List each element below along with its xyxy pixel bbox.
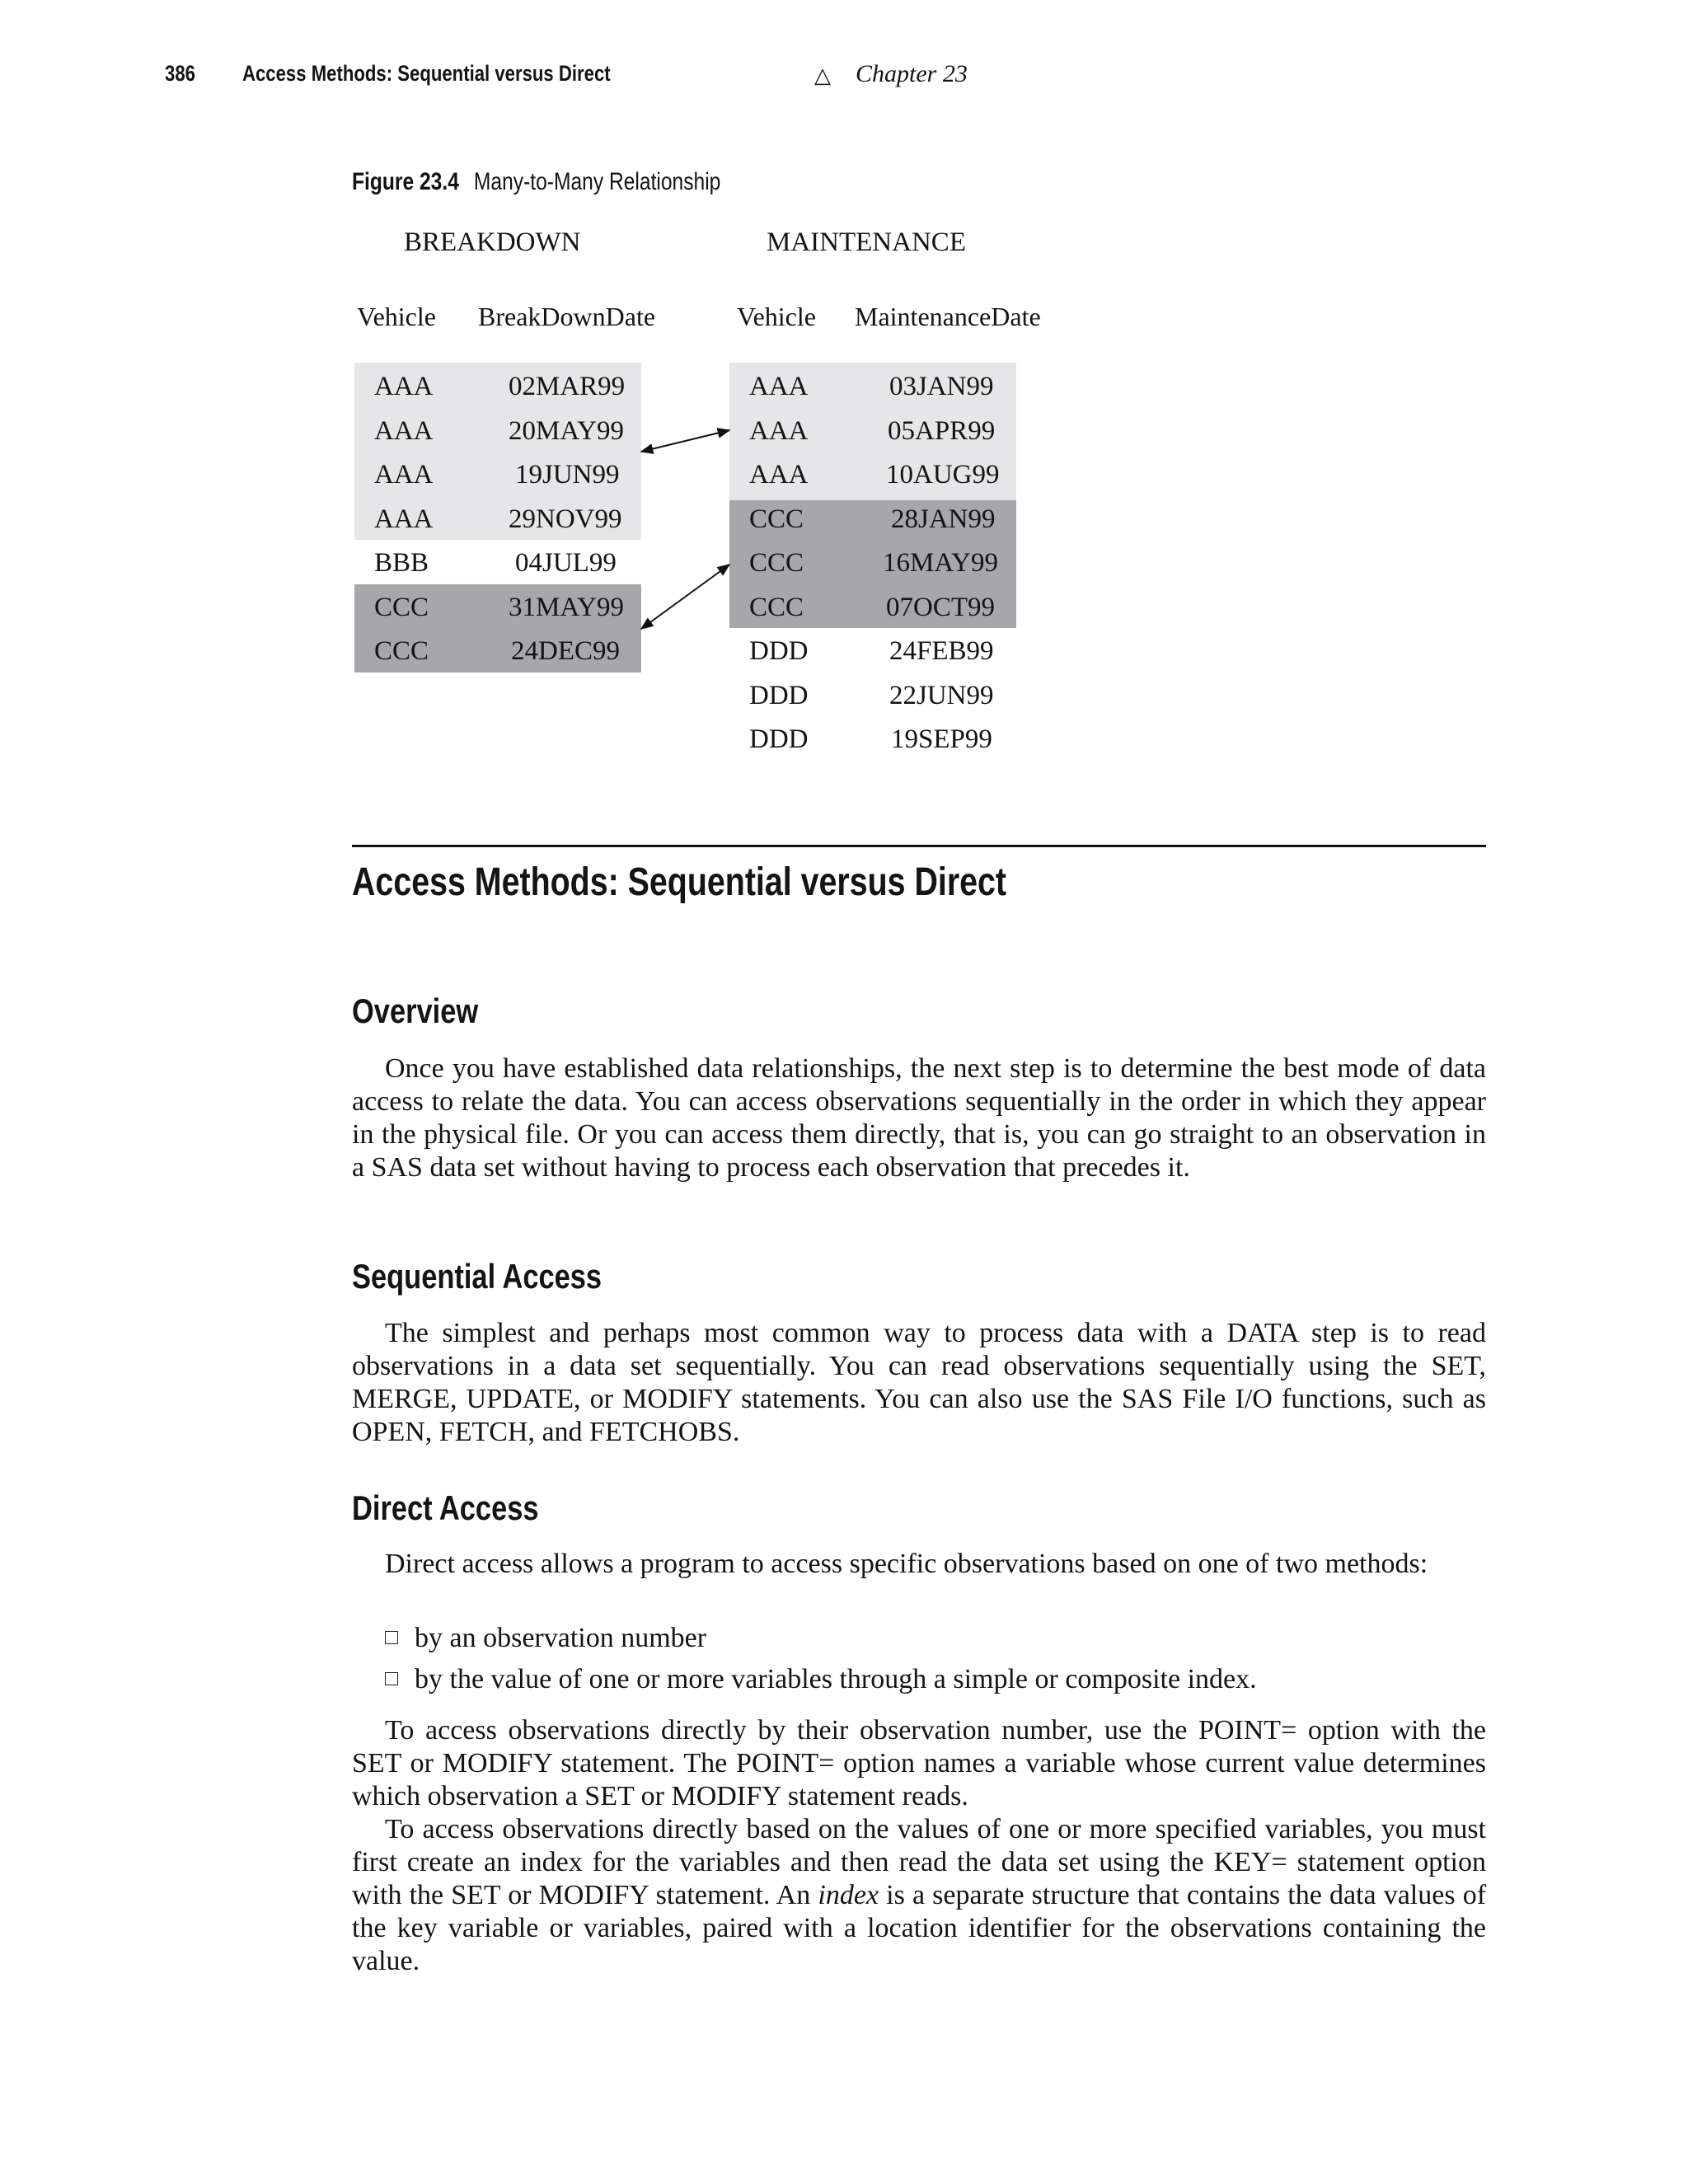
maintenance-vehicle-cell: AAA: [749, 416, 809, 446]
triangle-separator-icon: △: [814, 63, 831, 87]
sequential-access-paragraph: The simplest and perhaps most common way to process data with a DATA step is to read observations in a data set sequentially. You can read observations sequentially using the SET, MERGE, UPDATE, or MODIFY statements. You can also use the SAS File I/O functions, such as OPEN, FETCH, and FETCHOBS.: [352, 1318, 1486, 1447]
checkbox-bullet-icon: [385, 1672, 398, 1685]
section-rule: [352, 845, 1486, 847]
breakdown-vehicle-cell: AAA: [374, 372, 434, 401]
bullet-text: by the value of one or more variables through a simple or composite index.: [415, 1664, 1257, 1694]
breakdown-vehicle-cell: AAA: [374, 416, 434, 446]
breakdown-vehicle-cell: AAA: [374, 504, 434, 534]
overview-paragraph: Once you have established data relationships, the next step is to determine the best mode of data access to relate the data. You can access observations sequentially in the order in which they appear in the physical file. Or you can access them directly, that is, you can go straight to an observation in a SAS data set without having to process each observation that precedes it.: [352, 1053, 1486, 1183]
ccc-relationship-arrow: [641, 565, 729, 629]
maintenance-date-cell: 19SEP99: [891, 724, 992, 754]
breakdown-vehicle-cell: CCC: [374, 593, 429, 622]
breakdown-vehicle-cell: CCC: [374, 636, 429, 666]
maintenance-table-title: MAINTENANCE: [767, 227, 966, 257]
breakdown-date-cell: 20MAY99: [509, 416, 624, 446]
key-option-text-start: To access observations directly based on the values of one or more specified variables, you must first create an index for the variables and then read the data set using the KEY= statement option with the SET or MODIFY statement. An: [352, 1814, 1486, 1910]
sequential-access-heading: [352, 1257, 657, 1296]
overview-heading: [352, 991, 506, 1031]
key-option-text-end: is a separate structure that contains the data values of the key variable or variables, paired with a location identifier for the observations containing the value.: [352, 1880, 1487, 1976]
breakdown-date-cell: 02MAR99: [509, 372, 626, 401]
breakdown-date-cell: 19JUN99: [515, 460, 620, 490]
point-option-paragraph: To access observations directly by their observation number, use the POINT= option with the SET or MODIFY statement. The POINT= option names a variable whose current value determines which observation a SET or MODIFY statement reads.: [352, 1715, 1486, 1811]
maintenance-date-cell: 07OCT99: [886, 593, 995, 622]
maintenance-vehicle-cell: CCC: [749, 593, 804, 622]
maintenance-vehicle-cell: AAA: [749, 372, 809, 401]
breakdown-date-cell: 31MAY99: [509, 593, 624, 622]
running-header-chapter: Chapter 23: [856, 60, 968, 87]
direct-access-intro: Direct access allows a program to access specific observations based on one of two methods:: [385, 1549, 1428, 1579]
maintenance-date-cell: 28JAN99: [891, 504, 996, 534]
figure-number: Figure 23.4: [352, 168, 459, 195]
breakdown-table-title: BREAKDOWN: [404, 227, 581, 257]
maintenance-date-cell: 10AUG99: [886, 460, 1000, 490]
maintenance-vehicle-cell: CCC: [749, 548, 804, 578]
relationship-arrows: [0, 0, 1688, 824]
direct-access-heading: [352, 1488, 579, 1528]
maintenance-col-date: MaintenanceDate: [855, 302, 1041, 331]
checkbox-bullet-icon: [385, 1631, 398, 1644]
maintenance-vehicle-cell: CCC: [749, 504, 804, 534]
overview-heading-text: Overview: [352, 991, 479, 1030]
maintenance-col-vehicle: Vehicle: [737, 302, 816, 331]
breakdown-date-cell: 29NOV99: [509, 504, 622, 534]
direct-access-heading-text: Direct Access: [352, 1488, 539, 1527]
key-option-paragraph: [352, 1813, 1486, 1978]
maintenance-date-cell: 16MAY99: [883, 548, 998, 578]
bullet-item: [385, 1663, 1257, 1696]
section-heading-text: Access Methods: Sequential versus Direct: [352, 860, 1007, 904]
maintenance-vehicle-cell: DDD: [749, 681, 809, 710]
breakdown-date-cell: 24DEC99: [511, 636, 620, 666]
running-header-title: Access Methods: Sequential versus Direct: [242, 61, 611, 86]
maintenance-date-cell: 05APR99: [888, 416, 996, 446]
maintenance-date-cell: 03JAN99: [889, 372, 994, 401]
maintenance-vehicle-cell: DDD: [749, 636, 809, 666]
section-heading: [352, 860, 1150, 905]
maintenance-date-cell: 24FEB99: [889, 636, 994, 666]
aaa-relationship-arrow: [641, 430, 729, 452]
maintenance-vehicle-cell: AAA: [749, 460, 809, 490]
breakdown-date-cell: 04JUL99: [515, 548, 617, 578]
breakdown-vehicle-cell: BBB: [374, 548, 429, 578]
figure-title: Many-to-Many Relationship: [473, 168, 721, 195]
sequential-access-heading-text: Sequential Access: [352, 1257, 603, 1296]
maintenance-vehicle-cell: DDD: [749, 724, 809, 754]
breakdown-col-date: BreakDownDate: [478, 302, 656, 331]
bullet-item: [385, 1622, 706, 1655]
page-number: 386: [165, 61, 195, 86]
breakdown-col-vehicle: Vehicle: [357, 302, 436, 331]
maintenance-date-cell: 22JUN99: [889, 681, 994, 710]
index-term: index: [818, 1880, 879, 1910]
bullet-text: by an observation number: [415, 1623, 707, 1653]
breakdown-vehicle-cell: AAA: [374, 460, 434, 490]
